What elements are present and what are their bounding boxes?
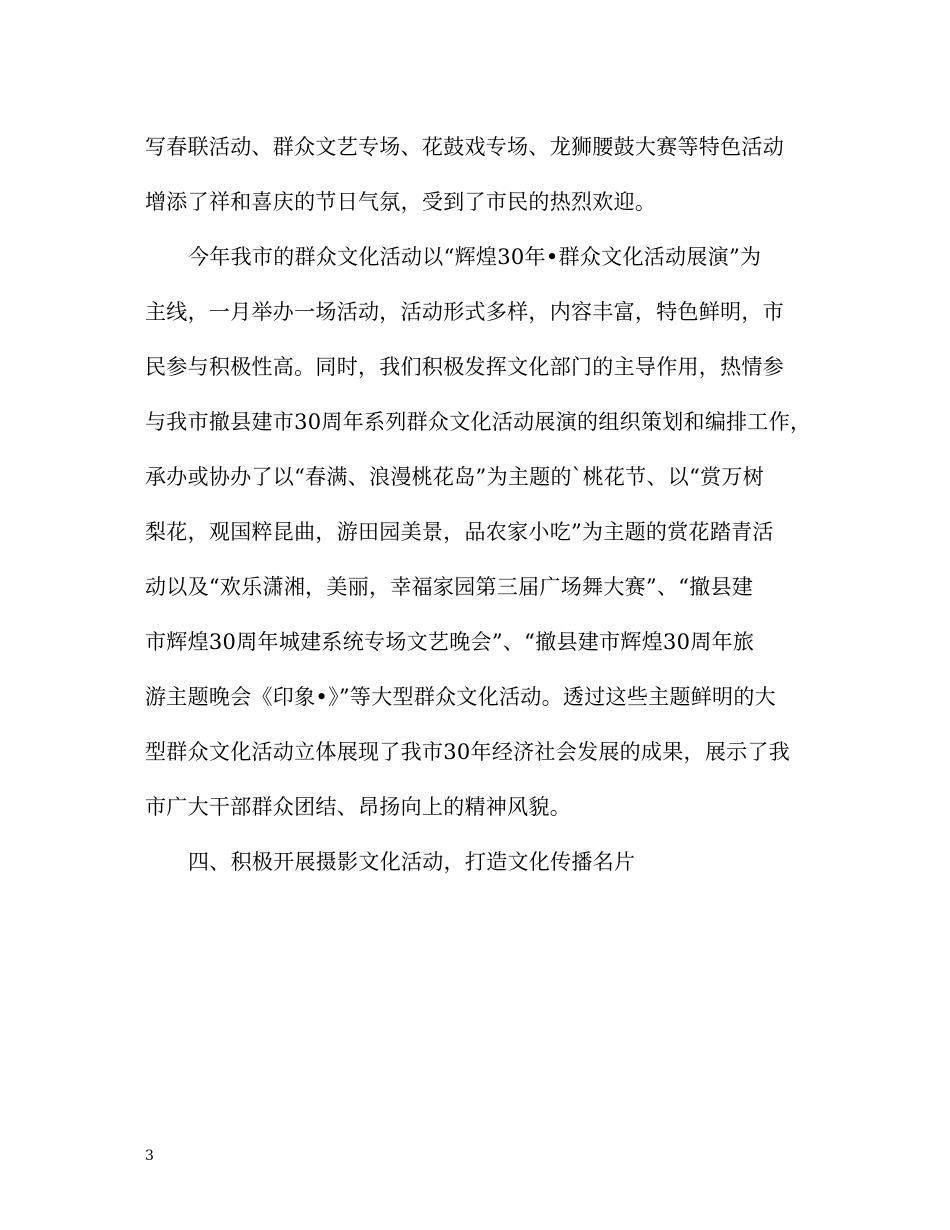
text-line: 游主题晚会《印象•》”等大型群众文化活动。透过这些主题鲜明的大 bbox=[145, 685, 776, 709]
text-line: 动以及“欢乐潇湘，美丽，幸福家园第三届广场舞大赛”、“撤县建 bbox=[145, 575, 754, 599]
text-line: 与我市撤县建市30周年系列群众文化活动展演的组织策划和编排工作， bbox=[145, 410, 812, 434]
text-line: 主线，一月举办一场活动，活动形式多样，内容丰富，特色鲜明，市 bbox=[145, 300, 784, 324]
text-line: 市广大干部群众团结、昂扬向上的精神风貌。 bbox=[145, 795, 571, 819]
page-number: 3 bbox=[145, 1148, 154, 1164]
paragraph-start-line: 今年我市的群众文化活动以“辉煌30年•群众文化活动展演”为 bbox=[188, 245, 762, 269]
body-text bbox=[145, 120, 815, 890]
text-line: 写春联活动、群众文艺专场、花鼓戏专场、龙狮腰鼓大赛等特色活动 bbox=[145, 135, 784, 159]
text-line: 梨花，观国粹昆曲，游田园美景，品农家小吃”为主题的赏花踏青活 bbox=[145, 520, 774, 544]
text-line: 民参与积极性高。同时，我们积极发挥文化部门的主导作用，热情参 bbox=[145, 355, 784, 379]
text-line: 市辉煌30周年城建系统专场文艺晚会”、“撤县建市辉煌30周年旅 bbox=[145, 630, 755, 654]
section-heading: 四、积极开展摄影文化活动，打造文化传播名片 bbox=[188, 850, 636, 874]
text-line: 承办或协办了以“春满、浪漫桃花岛”为主题的`桃花节、以“赏万树 bbox=[145, 465, 765, 489]
text-line: 增添了祥和喜庆的节日气氛，受到了市民的热烈欢迎。 bbox=[145, 190, 657, 214]
text-line: 型群众文化活动立体展现了我市30年经济社会发展的成果，展示了我 bbox=[145, 740, 791, 764]
